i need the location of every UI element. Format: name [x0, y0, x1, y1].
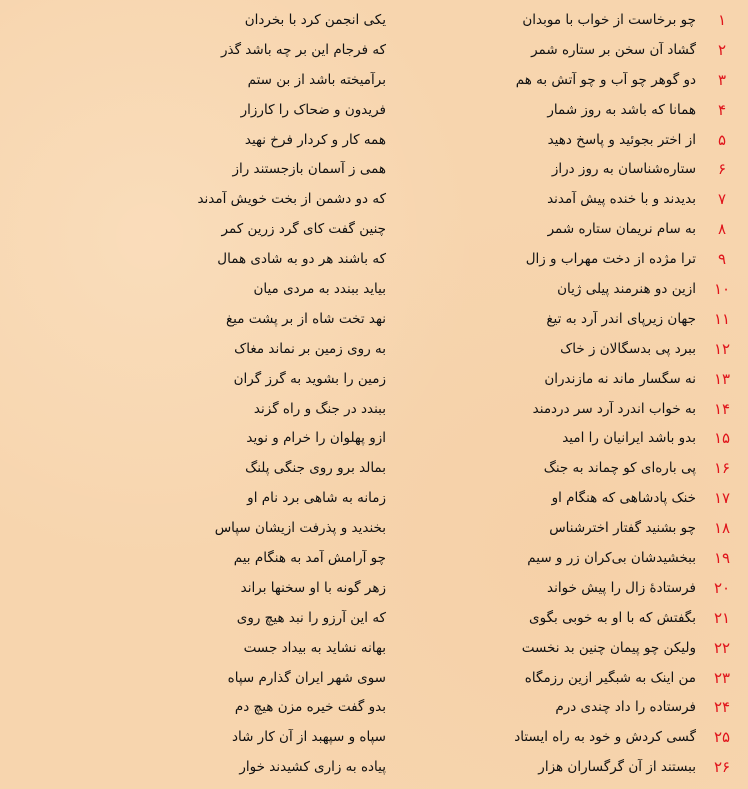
first-hemistich: دو گوهر چو آب و چو آتش به هم — [515, 71, 696, 88]
verse-number: ۲۲ — [713, 638, 731, 657]
second-hemistich: به روی زمین بر نماند مغاک — [234, 340, 386, 357]
first-hemistich: ازین دو هنرمند پیلی ژیان — [557, 280, 696, 297]
verse-row — [0, 125, 748, 155]
verse-number: ۱ — [717, 10, 727, 29]
verse-row — [0, 5, 748, 35]
second-hemistich: ببندد در جنگ و راه گزند — [253, 400, 386, 417]
verse-number: ۲۴ — [713, 698, 731, 717]
second-hemistich: برآمیخته باشد از بن ستم — [247, 71, 386, 88]
verse-row — [0, 184, 748, 214]
first-hemistich: ببرد پی بدسگالان ز خاک — [560, 340, 696, 357]
second-hemistich: که دو دشمن از بخت خویش آمدند — [197, 191, 386, 208]
first-hemistich: نه سگسار ماند نه مازندران — [544, 370, 696, 387]
second-hemistich: چنین گفت کای گرد زرین کمر — [221, 221, 386, 238]
verse-number: ۲۶ — [713, 758, 731, 777]
second-hemistich: یکی انجمن کرد با بخردان — [244, 11, 386, 28]
poem-verses — [0, 5, 748, 782]
verse-number: ۲۱ — [713, 608, 731, 627]
first-hemistich: گسی کردش و خود به راه ایستاد — [514, 729, 696, 746]
second-hemistich: نهد تخت شاه از بر پشت میغ — [225, 310, 386, 327]
verse-row — [0, 722, 748, 752]
second-hemistich: همی ز آسمان بازجستند راز — [232, 161, 386, 178]
first-hemistich: پی باره‌ای کو چماند به جنگ — [543, 460, 696, 477]
first-hemistich: فرستادهٔ زال را پیش خواند — [547, 579, 696, 596]
verse-number: ۷ — [717, 190, 727, 209]
first-hemistich: ببخشیدشان بی‌کران زر و سیم — [527, 549, 696, 566]
verse-row — [0, 543, 748, 573]
second-hemistich: که فرجام این بر چه باشد گذر — [220, 41, 386, 58]
verse-number: ۱۲ — [713, 339, 731, 358]
verse-row — [0, 214, 748, 244]
verse-number: ۱۵ — [713, 429, 731, 448]
first-hemistich: چو بشنید گفتار اخترشناس — [549, 520, 696, 537]
verse-number: ۱۳ — [713, 369, 731, 388]
first-hemistich: فرستاده را داد چندی درم — [555, 699, 696, 716]
verse-row — [0, 513, 748, 543]
verse-row — [0, 394, 748, 424]
first-hemistich: بدو باشد ایرانیان را امید — [562, 430, 696, 447]
verse-number: ۱۴ — [713, 399, 731, 418]
second-hemistich: زمین را بشوید به گرز گران — [233, 370, 386, 387]
first-hemistich: ببستند از آن گرگساران هزار — [538, 759, 696, 776]
second-hemistich: زمانه به شاهی برد نام او — [247, 490, 386, 507]
verse-number: ۲۰ — [713, 578, 731, 597]
second-hemistich: بهانه نشاید به بیداد جست — [243, 639, 386, 656]
verse-number: ۲۳ — [713, 668, 731, 687]
second-hemistich: سوی شهر ایران گذارم سپاه — [227, 669, 386, 686]
verse-row — [0, 633, 748, 663]
verse-number: ۳ — [717, 70, 727, 89]
verse-row — [0, 453, 748, 483]
verse-row — [0, 423, 748, 453]
verse-row — [0, 364, 748, 394]
verse-number: ۹ — [717, 250, 727, 269]
second-hemistich: همه کار و کردار فرخ نهید — [244, 131, 386, 148]
verse-number: ۲ — [717, 40, 727, 59]
verse-number: ۵ — [717, 130, 727, 149]
second-hemistich: که این آرزو را نبد هیچ روی — [236, 609, 386, 626]
second-hemistich: ازو پهلوان را خرام و نوید — [246, 430, 386, 447]
first-hemistich: بگفتش که با او به خوبی بگوی — [529, 609, 696, 626]
first-hemistich: به خواب اندرد آرد سر دردمند — [532, 400, 696, 417]
verse-row — [0, 334, 748, 364]
verse-row — [0, 35, 748, 65]
verse-row — [0, 483, 748, 513]
verse-row — [0, 65, 748, 95]
verse-number: ۶ — [717, 160, 727, 179]
verse-row — [0, 274, 748, 304]
verse-number: ۸ — [717, 220, 727, 239]
second-hemistich: بیاید ببندد به مردی میان — [253, 280, 386, 297]
verse-number: ۴ — [717, 100, 727, 119]
verse-row — [0, 752, 748, 782]
first-hemistich: ترا مژده از دخت مهراب و زال — [525, 251, 696, 268]
verse-number: ۱۰ — [713, 279, 731, 298]
verse-number: ۱۶ — [713, 459, 731, 478]
first-hemistich: من اینک به شبگیر ازین رزمگاه — [524, 669, 696, 686]
verse-row — [0, 663, 748, 693]
verse-number: ۱۱ — [713, 309, 731, 328]
verse-number: ۱۷ — [713, 489, 731, 508]
second-hemistich: که باشند هر دو به شادی همال — [217, 251, 386, 268]
second-hemistich: بخندید و پذرفت ازیشان سپاس — [214, 520, 386, 537]
second-hemistich: بدو گفت خیره مزن هیچ دم — [234, 699, 386, 716]
second-hemistich: فریدون و ضحاک را کارزار — [240, 101, 386, 118]
second-hemistich: بمالد برو روی جنگی پلنگ — [245, 460, 386, 477]
verse-row — [0, 573, 748, 603]
verse-number: ۱۸ — [713, 519, 731, 538]
second-hemistich: چو آرامش آمد به هنگام بیم — [233, 549, 386, 566]
first-hemistich: از اختر بجوئید و پاسخ دهید — [547, 131, 696, 148]
first-hemistich: ولیکن چو پیمان چنین بد نخست — [521, 639, 696, 656]
verse-row — [0, 692, 748, 722]
second-hemistich: زهر گونه با او سخنها براند — [240, 579, 386, 596]
verse-row — [0, 154, 748, 184]
first-hemistich: به سام نریمان ستاره شمر — [547, 221, 696, 238]
verse-number: ۲۵ — [713, 728, 731, 747]
first-hemistich: ستاره‌شناسان به روز دراز — [551, 161, 696, 178]
verse-row — [0, 95, 748, 125]
first-hemistich: همانا که باشد به روز شمار — [547, 101, 696, 118]
first-hemistich: چو برخاست از خواب با موبدان — [522, 11, 696, 28]
verse-row — [0, 304, 748, 334]
verse-row — [0, 244, 748, 274]
first-hemistich: گشاد آن سخن بر ستاره شمر — [531, 41, 696, 58]
first-hemistich: جهان زیرپای اندر آرد به تیغ — [546, 310, 696, 327]
second-hemistich: پیاده به زاری کشیدند خوار — [239, 759, 386, 776]
first-hemistich: بدیدند و با خنده پیش آمدند — [547, 191, 696, 208]
first-hemistich: خنک پادشاهی که هنگام او — [551, 490, 696, 507]
second-hemistich: سپاه و سپهبد از آن کار شاد — [231, 729, 386, 746]
verse-row — [0, 603, 748, 633]
verse-number: ۱۹ — [713, 548, 731, 567]
